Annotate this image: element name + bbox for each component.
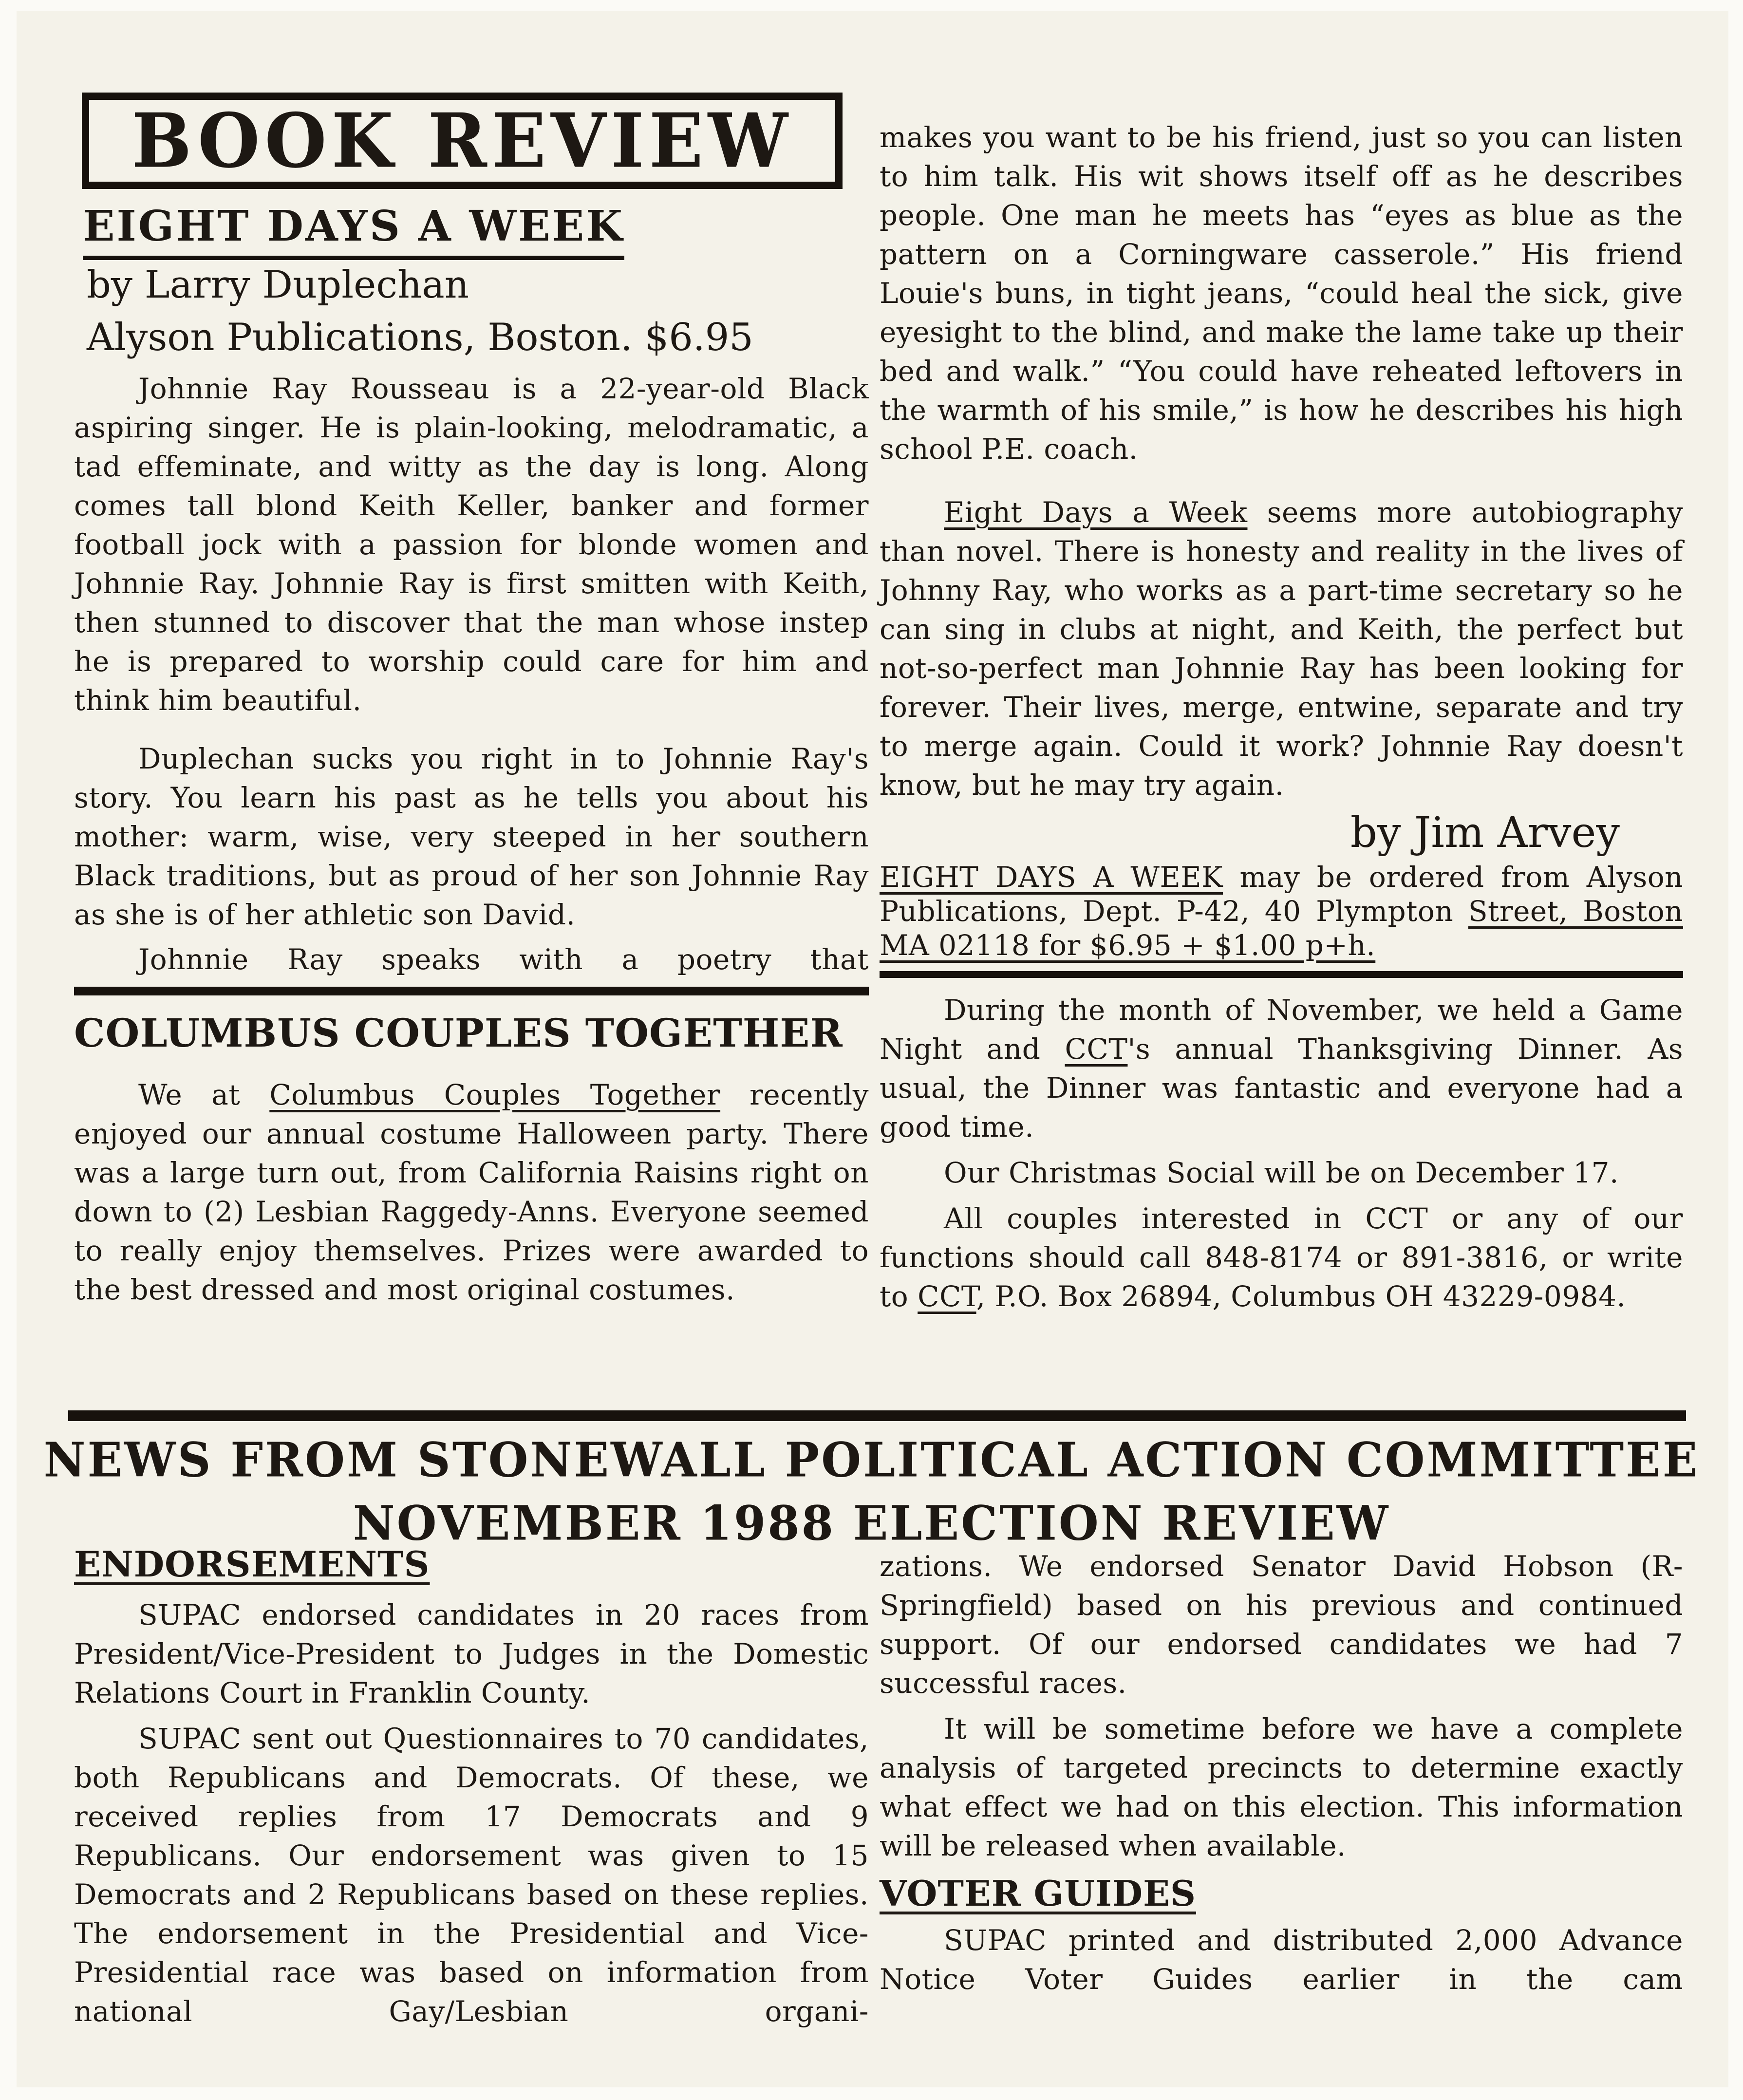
book-title: EIGHT DAYS A WEEK	[83, 202, 624, 260]
book-review-heading: BOOK REVIEW	[131, 97, 793, 185]
paragraph: Johnnie Ray speaks with a poetry that	[138, 943, 869, 976]
book-publisher-line: Alyson Publications, Boston. $6.95	[87, 316, 753, 359]
paragraph: All couples interested in CCT or any of our functions should call 848-8174 or 891-3816, or write to CCT, P.O. Box 26894, Columbus OH 43229-0984.	[880, 1202, 1683, 1313]
supac-heading-line2: NOVEMBER 1988 ELECTION REVIEW	[353, 1495, 1390, 1552]
ordering-info	[880, 860, 1683, 962]
book-review-right-column	[880, 118, 1683, 1316]
section-divider-rule	[68, 1410, 1686, 1421]
paragraph: SUPAC sent out Questionnaires to 70 candidates, both Republicans and Democrats. Of these, we received replies from 17 Democrats and 9 Republicans. Our endorsement was given to 15 Democrats and 2 Republicans based on these replies. The endorsement in the Presidential and Vice-Presidential race was based on information from national Gay/Lesbian organi-	[74, 1722, 869, 2028]
voter-guides-text	[880, 1921, 1683, 1999]
paragraph: It will be sometime before we have a complete analysis of targeted precincts to determine exactly what effect we had on this election. This information will be released when available.	[880, 1712, 1683, 1862]
cct-text-right	[880, 991, 1683, 1316]
book-author-line: by Larry Duplechan	[87, 263, 469, 307]
left-column-divider-rule	[74, 987, 869, 995]
paragraph: Johnnie Ray Rousseau is a 22-year-old Black aspiring singer. He is plain-looking, melodramatic, a tad effeminate, and witty as the day is long. Along comes tall blond Keith Keller, banker and former football jock with a passion for blonde women and Johnnie Ray. Johnnie Ray is first smitten with Keith, then stunned to discover that the man whose instep he is prepared to worship could care for him and think him beautiful.	[74, 372, 869, 717]
cct-section-heading: COLUMBUS COUPLES TOGETHER	[74, 1010, 843, 1056]
paragraph: EIGHT DAYS A WEEK may be ordered from Alyson Publications, Dept. P-42, 40 Plympton Street, Boston MA 02118 for $6.95 + $1.00 p+h.	[880, 861, 1683, 962]
paragraph: SUPAC printed and distributed 2,000 Advance Notice Voter Guides earlier in the cam	[880, 1924, 1683, 1996]
paragraph: During the month of November, we held a Game Night and CCT's annual Thanksgiving Dinner. As usual, the Dinner was fantastic and everyone had a good time.	[880, 994, 1683, 1144]
paragraph: makes you want to be his friend, just so you can listen to him talk. His wit shows itself off as he describes people. One man he meets has “eyes as blue as the pattern on a Corningware casserole.” His friend Louie's buns, in tight jeans, “could heal the sick, give eyesight to the blind, and make the lame take up their bed and walk.” “You could have reheated leftovers in the warmth of his smile,” is how he describes his high school P.E. coach.	[880, 121, 1683, 466]
endorsements-text	[74, 1595, 869, 2031]
supac-left-column	[74, 1545, 869, 2031]
right-column-divider-rule	[880, 971, 1683, 978]
cct-text-left	[74, 1075, 869, 1309]
review-text-right	[880, 118, 1683, 805]
paragraph: We at Columbus Couples Together recently enjoyed our annual costume Halloween party. There was a large turn out, from California Raisins right on down to (2) Lesbian Raggedy-Anns. Everyone seemed to really enjoy themselves. Prizes were awarded to the best dressed and most original costumes.	[74, 1078, 869, 1306]
book-review-left-column	[74, 369, 869, 1309]
review-text-left	[74, 369, 869, 979]
paragraph: Our Christmas Social will be on December 17.	[944, 1156, 1619, 1189]
voter-guides-subheading: VOTER GUIDES	[880, 1873, 1196, 1914]
paragraph: Eight Days a Week seems more autobiography than novel. There is honesty and reality in the lives of Johnny Ray, who works as a part-time secretary so he can sing in clubs at night, and Keith, the perfect but not-so-perfect man Johnnie Ray has been looking for forever. Their lives, merge, entwine, separate and try to merge again. Could it work? Johnnie Ray doesn't know, but he may try again.	[880, 496, 1683, 802]
book-review-title-box	[82, 93, 843, 189]
endorsements-subheading: ENDORSEMENTS	[74, 1543, 430, 1585]
supac-heading-line1: NEWS FROM STONEWALL POLITICAL ACTION COMMITTEE	[43, 1432, 1700, 1488]
paragraph: zations. We endorsed Senator David Hobson (R-Springfield) based on his previous and continued support. Of our endorsed candidates we had 7 successful races.	[880, 1550, 1683, 1700]
paragraph: SUPAC endorsed candidates in 20 races from President/Vice-President to Judges in the Domestic Relations Court in Franklin County.	[74, 1598, 869, 1709]
reviewer-byline: by Jim Arvey	[1350, 808, 1620, 857]
supac-right-column	[880, 1547, 1683, 1999]
supac-text-right	[880, 1547, 1683, 1865]
supac-headings	[0, 1433, 1743, 1551]
paragraph: Duplechan sucks you right in to Johnnie Ray's story. You learn his past as he tells you about his mother: warm, wise, very steeped in her southern Black traditions, but as proud of her son Johnnie Ray as she is of her athletic son David.	[74, 742, 869, 931]
